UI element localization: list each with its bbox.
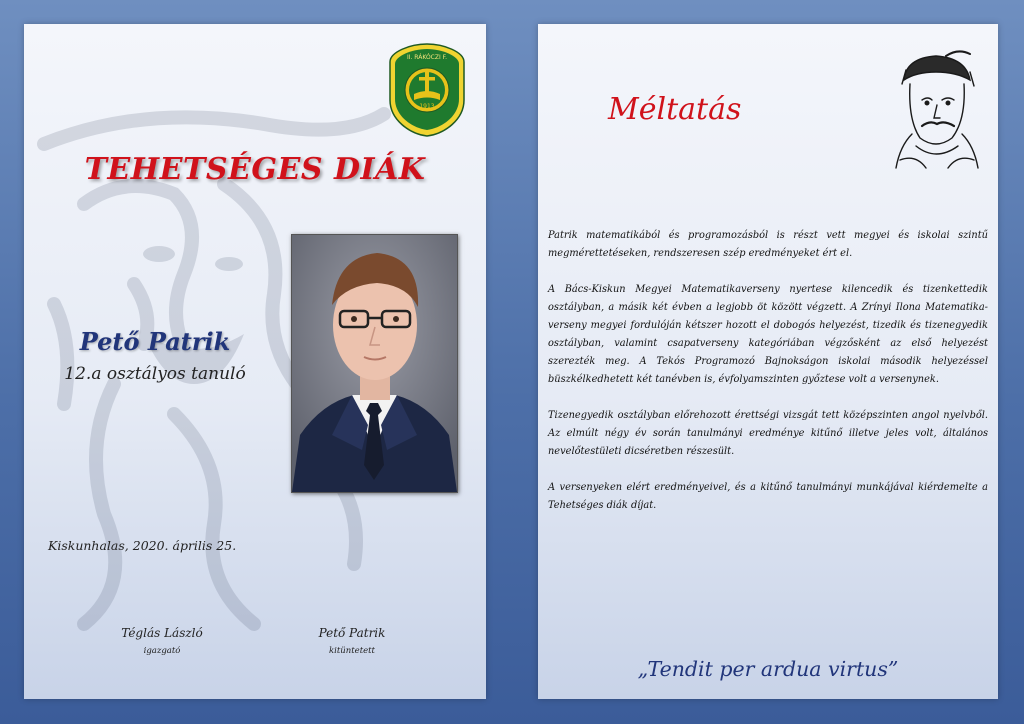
- signature-name: Téglás László: [121, 626, 203, 640]
- student-class: 12.a osztályos tanuló: [64, 364, 246, 384]
- page-title: TEHETSÉGES DIÁK: [84, 152, 426, 187]
- laudation-paragraph: A versenyeken elért eredményeivel, és a kitűnő tanulmányi munkájával kiérdemelte a Tehetséges diák díjat.: [548, 482, 988, 511]
- seal-year: 1913: [419, 103, 435, 110]
- rakoczi-portrait-sketch: [886, 50, 986, 172]
- signature-name: Pető Patrik: [318, 626, 386, 640]
- student-photo: [291, 234, 458, 493]
- right-page: [538, 24, 998, 699]
- school-seal-logo: [386, 42, 468, 138]
- signature-role: igazgató: [143, 646, 181, 656]
- student-photo-image: [292, 235, 457, 492]
- laudation-paragraph: Patrik matematikából és programozásból is részt vett megyei és iskolai szintű megmérettetéseken, rendszeresen szép eredményeket ért el.: [548, 230, 988, 259]
- laudation-paragraph: Tizenegyedik osztályban előrehozott érettségi vizsgát tett középszinten angol nyelvből. Az elmúlt négy év során tanulmányi eredménye kitűnő illetve jeles volt, általános nevelőtestületi dicséretben részesült.: [548, 410, 988, 457]
- laudation-title: Méltatás: [608, 92, 742, 127]
- laudation-paragraph: A Bács-Kiskun Megyei Matematikaverseny nyertese kilencedik és tizenkettedik osztályban, a másik két évben a legjobb öt között végzett. A Zrínyi Ilona Matematika-verseny megyei fordulóján kétszer hozott el dobogós helyezést, tizedik és tizenegyedik osztályban, valamint csapatverseny kategóriában végzősként az első helyezést szerezték meg. A Tekós Programozó Bajnokságon iskolai második helyezéssel büszkélkedhetett két tanévben is, évfolyamszinten győztese volt a versenynek.: [548, 284, 988, 385]
- motto: „Tendit per ardua virtus”: [637, 657, 899, 681]
- laudation-body: [548, 227, 988, 533]
- signature-awardee: [282, 626, 422, 656]
- signature-role: kitüntetett: [329, 646, 375, 656]
- left-page: [24, 24, 486, 699]
- seal-top-text: II. RÁKÓCZI F.: [406, 54, 448, 61]
- student-name: Pető Patrik: [79, 327, 231, 356]
- date-place: Kiskunhalas, 2020. április 25.: [48, 538, 237, 553]
- signature-principal: [92, 626, 232, 656]
